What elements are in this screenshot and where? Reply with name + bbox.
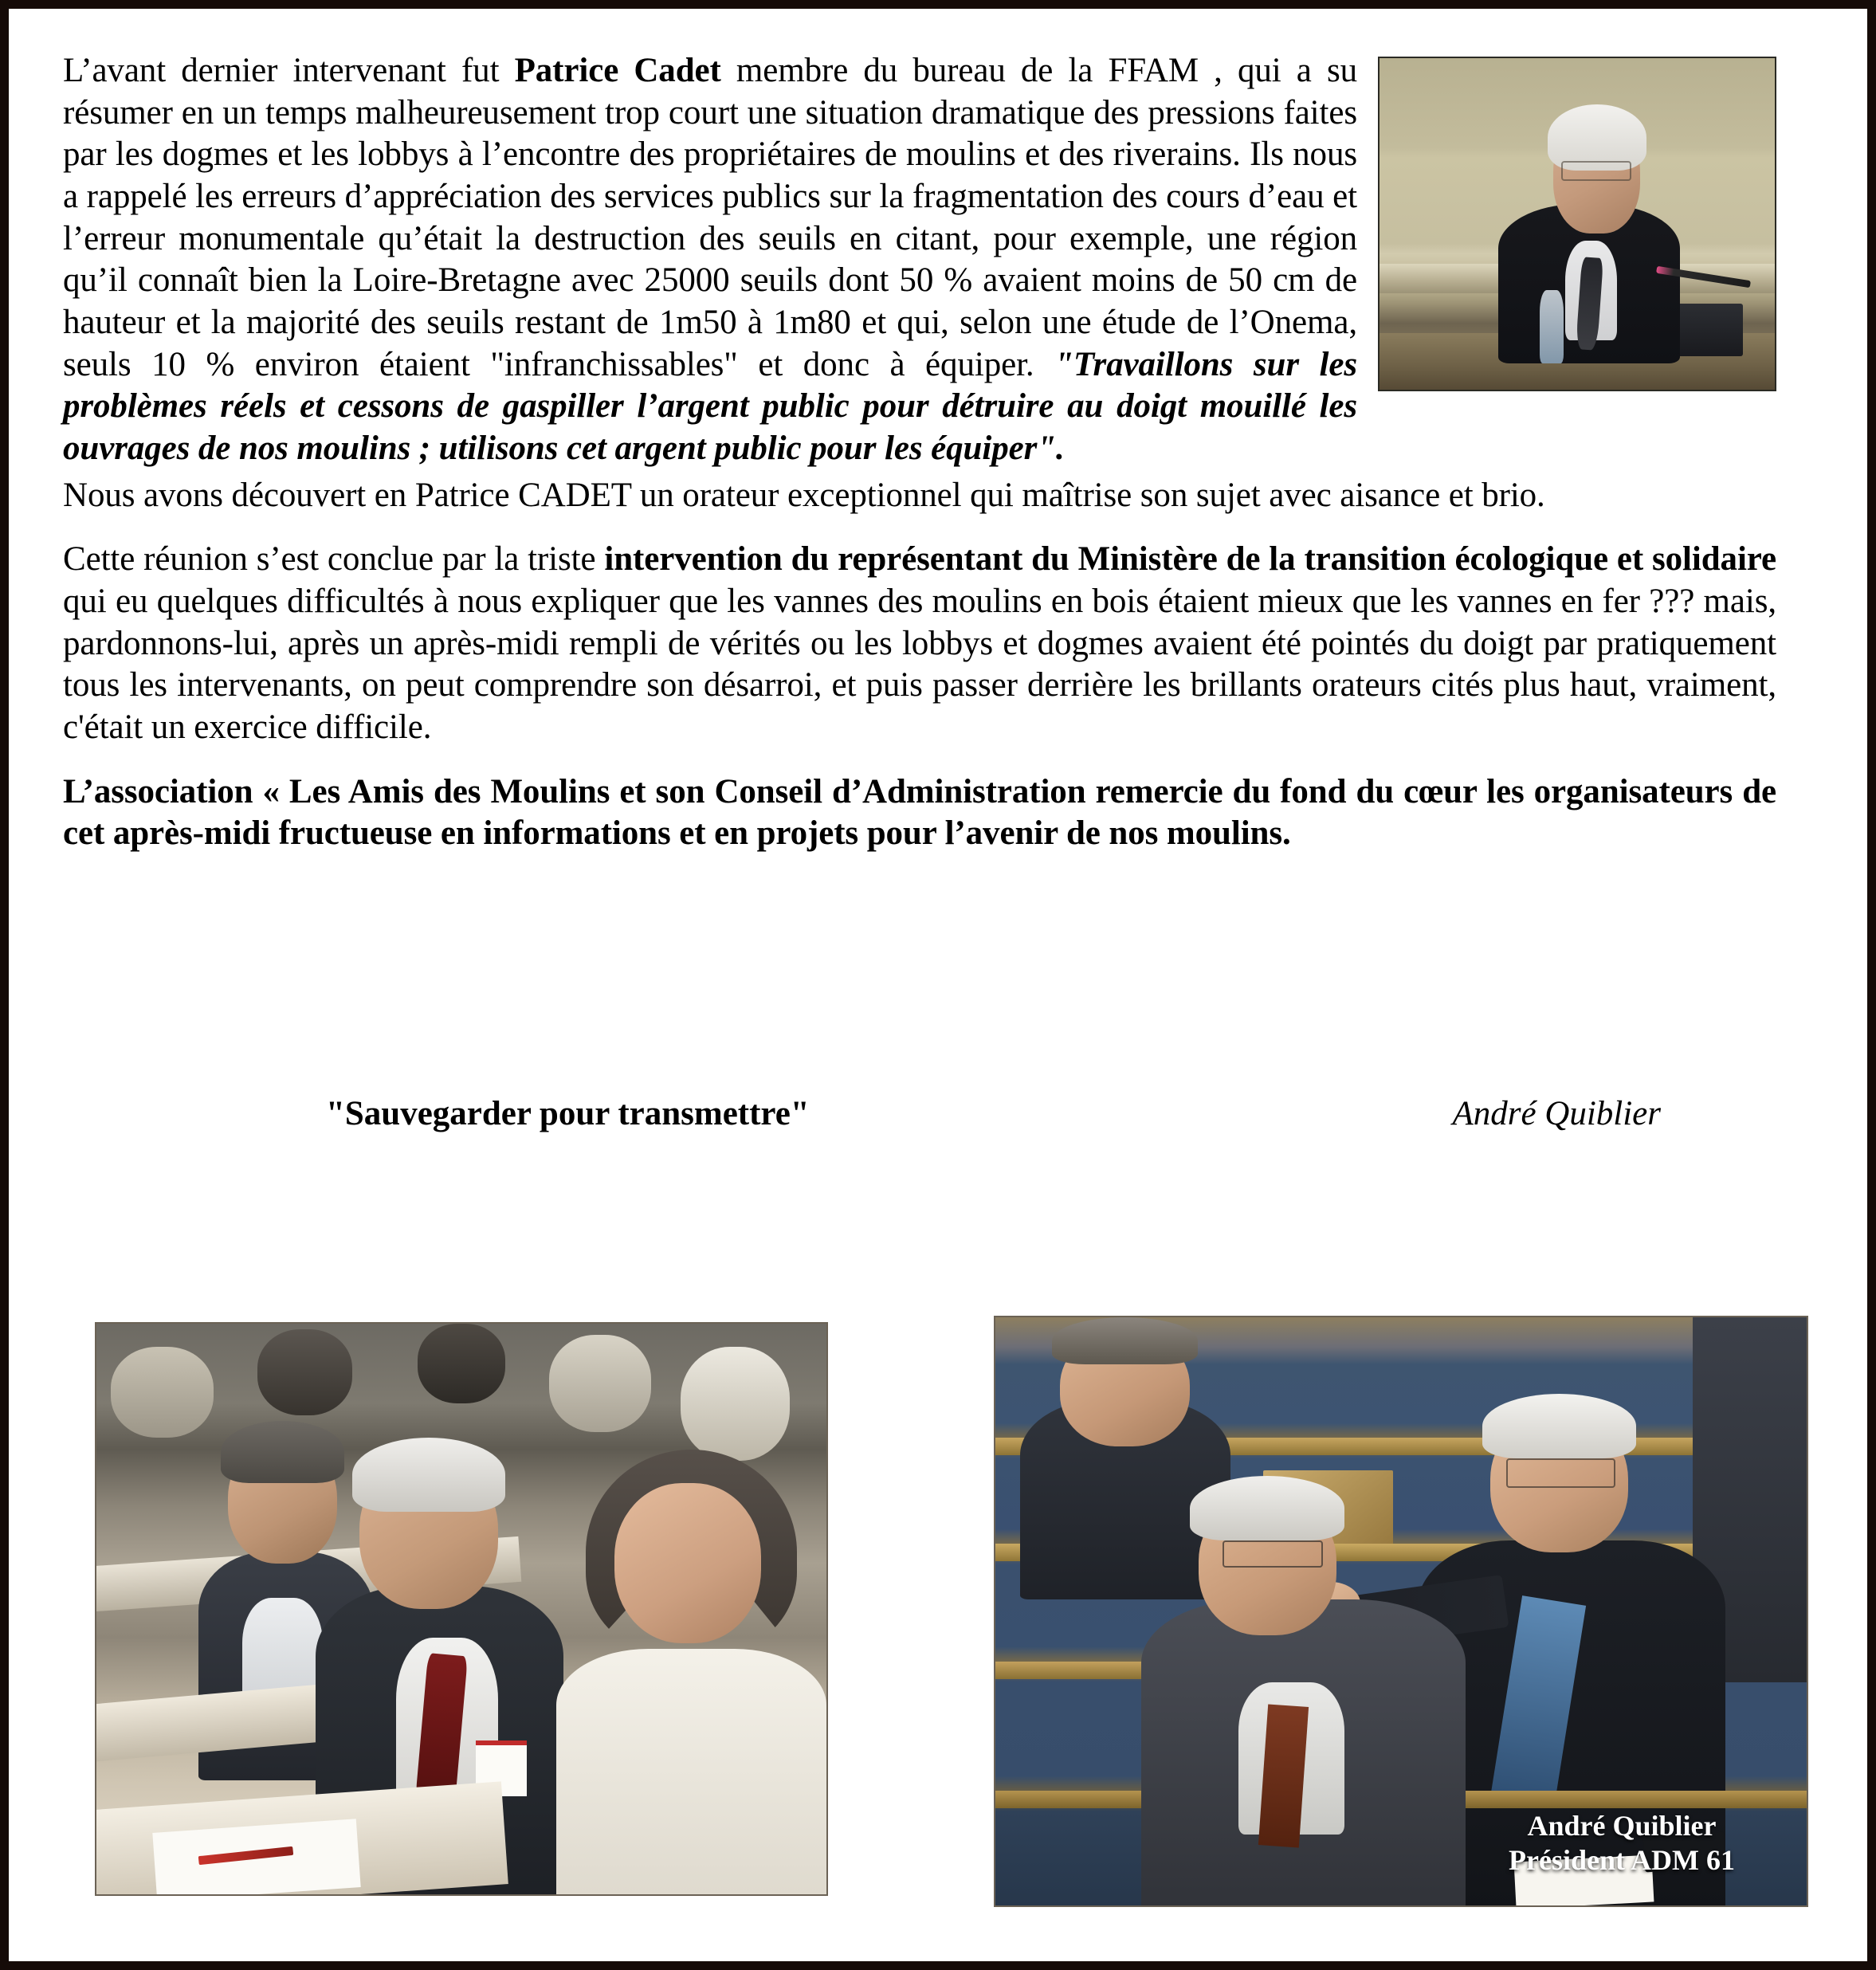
page-content bbox=[9, 9, 1867, 1961]
background-person-2 bbox=[257, 1329, 352, 1415]
article-body bbox=[63, 50, 1776, 879]
andre-quiblier-glasses-icon bbox=[1506, 1458, 1615, 1488]
patrice-cadet-name: Patrice Cadet bbox=[514, 52, 721, 89]
signature-row bbox=[63, 1094, 1776, 1133]
patrice-cadet-speaking-photo bbox=[1378, 57, 1776, 391]
patrice-cadet-quote: "Travaillons sur les problèmes réels et cessons de gaspiller l’argent public pour détruire au doigt mouillé les ouvrages de nos moulins ; utilisons cet argent public pour les équiper". bbox=[63, 345, 1358, 468]
audience-seated-photo bbox=[95, 1322, 828, 1896]
background-person-1 bbox=[111, 1347, 213, 1438]
andre-quiblier-photo bbox=[994, 1316, 1808, 1907]
water-bottle bbox=[1540, 290, 1564, 363]
motto-text: "Sauvegarder pour transmettre" bbox=[326, 1095, 810, 1132]
paragraph-ministere bbox=[63, 539, 1776, 748]
paragraph-3-lead: Cette réunion s’est conclue par la triste bbox=[63, 540, 605, 579]
background-person-4 bbox=[549, 1335, 651, 1432]
attendee-2-hair bbox=[221, 1421, 345, 1484]
attendee-1-hair bbox=[352, 1438, 505, 1512]
caption-title: Président ADM 61 bbox=[1509, 1843, 1735, 1876]
foreground-person-hair bbox=[1190, 1476, 1344, 1540]
photo-caption bbox=[1509, 1809, 1735, 1877]
background-person-3 bbox=[418, 1324, 505, 1403]
attendee-3-body bbox=[556, 1649, 826, 1896]
attendee-back-hair bbox=[1052, 1317, 1198, 1364]
paragraph-1-lead: L’avant dernier intervenant fut bbox=[63, 52, 515, 89]
ministere-intervention-bold: intervention du représentant du Ministère de la transition écologique et solidaire bbox=[604, 540, 1776, 579]
paragraph-1-rest: membre du bureau de la FFAM , qui a su résumer en un temps malheureusement trop court une situation dramatique des pressions faites par les dogmes et les lobbys à l’encontre des propriétaires de moulins et des riverains. Ils nous a rappelé les erreurs d’appréciation des services publics sur la fragmentation des cours d’eau et l’erreur monumentale qu’était la destruction des seuils en citant, pour exemple, une région qu’il connaît bien la Loire-Bretagne avec 25000 seuils dont 50 % avaient moins de 50 cm de hauteur et la majorité des seuils restant de 1m50 à 1m80 et qui, selon une étude de l’Onema, seuls 10 % environ étaient "infranchissables" et donc à équiper. bbox=[63, 52, 1357, 383]
background-person-5 bbox=[681, 1347, 790, 1461]
speaker-glasses-icon bbox=[1561, 161, 1631, 181]
caption-name: André Quiblier bbox=[1527, 1810, 1717, 1842]
paragraph-3-rest: qui eu quelques difficultés à nous expliquer que les vannes des moulins en bois étaient mieux que les vannes en fer ??? mais, pardonnons-lui, après un après-midi rempli de vérités ou les lobbys et dogmes avaient été pointés du doigt par pratiquement tous les intervenants, on peut comprendre son désarroi, et puis passer derrière les brillants orateurs cités plus haut, vraiment, c'était un exercice difficile. bbox=[63, 583, 1776, 747]
andre-quiblier-hair bbox=[1482, 1394, 1636, 1458]
attendee-3-head bbox=[614, 1483, 760, 1642]
foreground-person-glasses-icon bbox=[1223, 1540, 1323, 1568]
author-signature: André Quiblier bbox=[1452, 1095, 1661, 1132]
paragraph-remerciements: L’association « Les Amis des Moulins et son Conseil d’Administration remercie du fond du cœur les organisateurs de cet après-midi fructueuse en informations et en projets pour l’avenir de nos moulins. bbox=[63, 772, 1776, 853]
paragraph-orateur-exceptionnel: Nous avons découvert en Patrice CADET un orateur exceptionnel qui maîtrise son sujet avec aisance et brio. bbox=[63, 476, 1545, 514]
